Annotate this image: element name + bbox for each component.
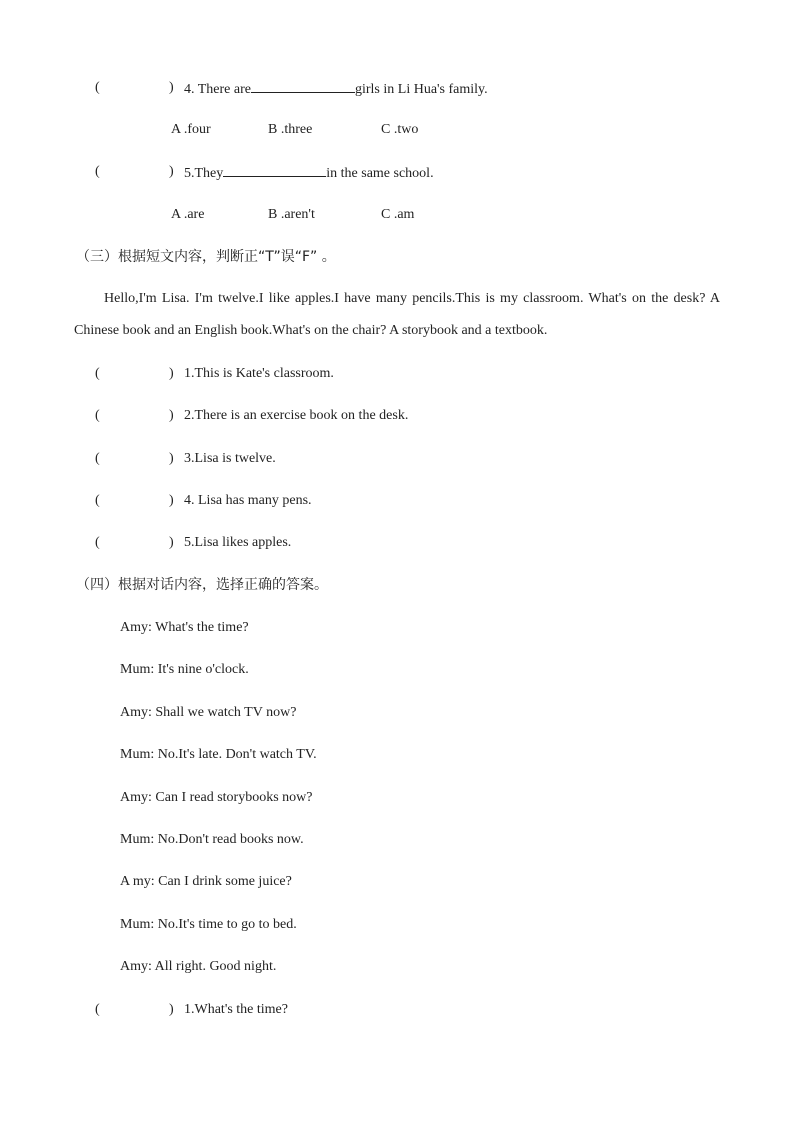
answer-paren-open: (	[95, 80, 100, 95]
dialogue-line: Mum: No.It's late. Don't watch TV.	[120, 747, 317, 762]
question-text: 3.Lisa is twelve.	[184, 451, 276, 466]
answer-paren-close: )	[169, 1002, 174, 1017]
reading-passage: Hello,I'm Lisa. I'm twelve.I like apples.I have many pencils.This is my classroom. What's on the desk? A Chinese book and an English book.What's on the chair? A storybook and a textbook.	[74, 291, 720, 338]
answer-paren-close: )	[169, 408, 174, 423]
answer-paren-open: (	[95, 1002, 100, 1017]
answer-paren-open: (	[95, 164, 100, 179]
dialogue-line: A my: Can I drink some juice?	[120, 874, 292, 889]
question-stem: They	[194, 166, 224, 181]
answer-paren-close: )	[169, 493, 174, 508]
question-text: 1.This is Kate's classroom.	[184, 366, 334, 381]
option-c: C .two	[381, 122, 419, 137]
answer-paren-open: (	[95, 535, 100, 550]
option-b: B .aren't	[268, 207, 315, 222]
dialogue-line: Amy: Can I read storybooks now?	[120, 790, 313, 805]
question-stem: There are	[194, 82, 251, 97]
answer-paren-close: )	[169, 535, 174, 550]
answer-paren-open: (	[95, 451, 100, 466]
question-text	[184, 163, 434, 183]
dialogue-line: Mum: No.Don't read books now.	[120, 832, 304, 847]
answer-paren-close: )	[169, 451, 174, 466]
option-a: A .are	[171, 207, 205, 222]
option-a: A .four	[171, 122, 211, 137]
question-text: 5.Lisa likes apples.	[184, 535, 292, 550]
dialogue-line: Amy: All right. Good night.	[120, 959, 277, 974]
question-number: 4.	[184, 82, 195, 97]
answer-paren-close: )	[169, 80, 174, 95]
section-heading: （四）根据对话内容，选择正确的答案。	[76, 577, 328, 593]
dialogue-line: Mum: No.It's time to go to bed.	[120, 917, 297, 932]
question-text: 4. Lisa has many pens.	[184, 493, 312, 508]
dialogue-line: Amy: Shall we watch TV now?	[120, 705, 297, 720]
answer-paren-open: (	[95, 366, 100, 381]
answer-paren-open: (	[95, 408, 100, 423]
answer-paren-close: )	[169, 164, 174, 179]
question-text: 2.There is an exercise book on the desk.	[184, 408, 409, 423]
dialogue-line: Amy: What's the time?	[120, 620, 249, 635]
question-stem-end: in the same school.	[326, 166, 434, 181]
question-number: 5.	[184, 166, 195, 181]
answer-paren-open: (	[95, 493, 100, 508]
answer-blank[interactable]	[223, 163, 326, 177]
option-b: B .three	[268, 122, 313, 137]
question-text	[184, 79, 488, 99]
dialogue-line: Mum: It's nine o'clock.	[120, 662, 249, 677]
answer-blank[interactable]	[251, 79, 355, 93]
question-text: 1.What's the time?	[184, 1002, 288, 1017]
section-heading: （三）根据短文内容，判断正“T”误“F” 。	[76, 249, 336, 265]
answer-paren-close: )	[169, 366, 174, 381]
question-stem-end: girls in Li Hua's family.	[354, 82, 488, 97]
option-c: C .am	[381, 207, 415, 222]
